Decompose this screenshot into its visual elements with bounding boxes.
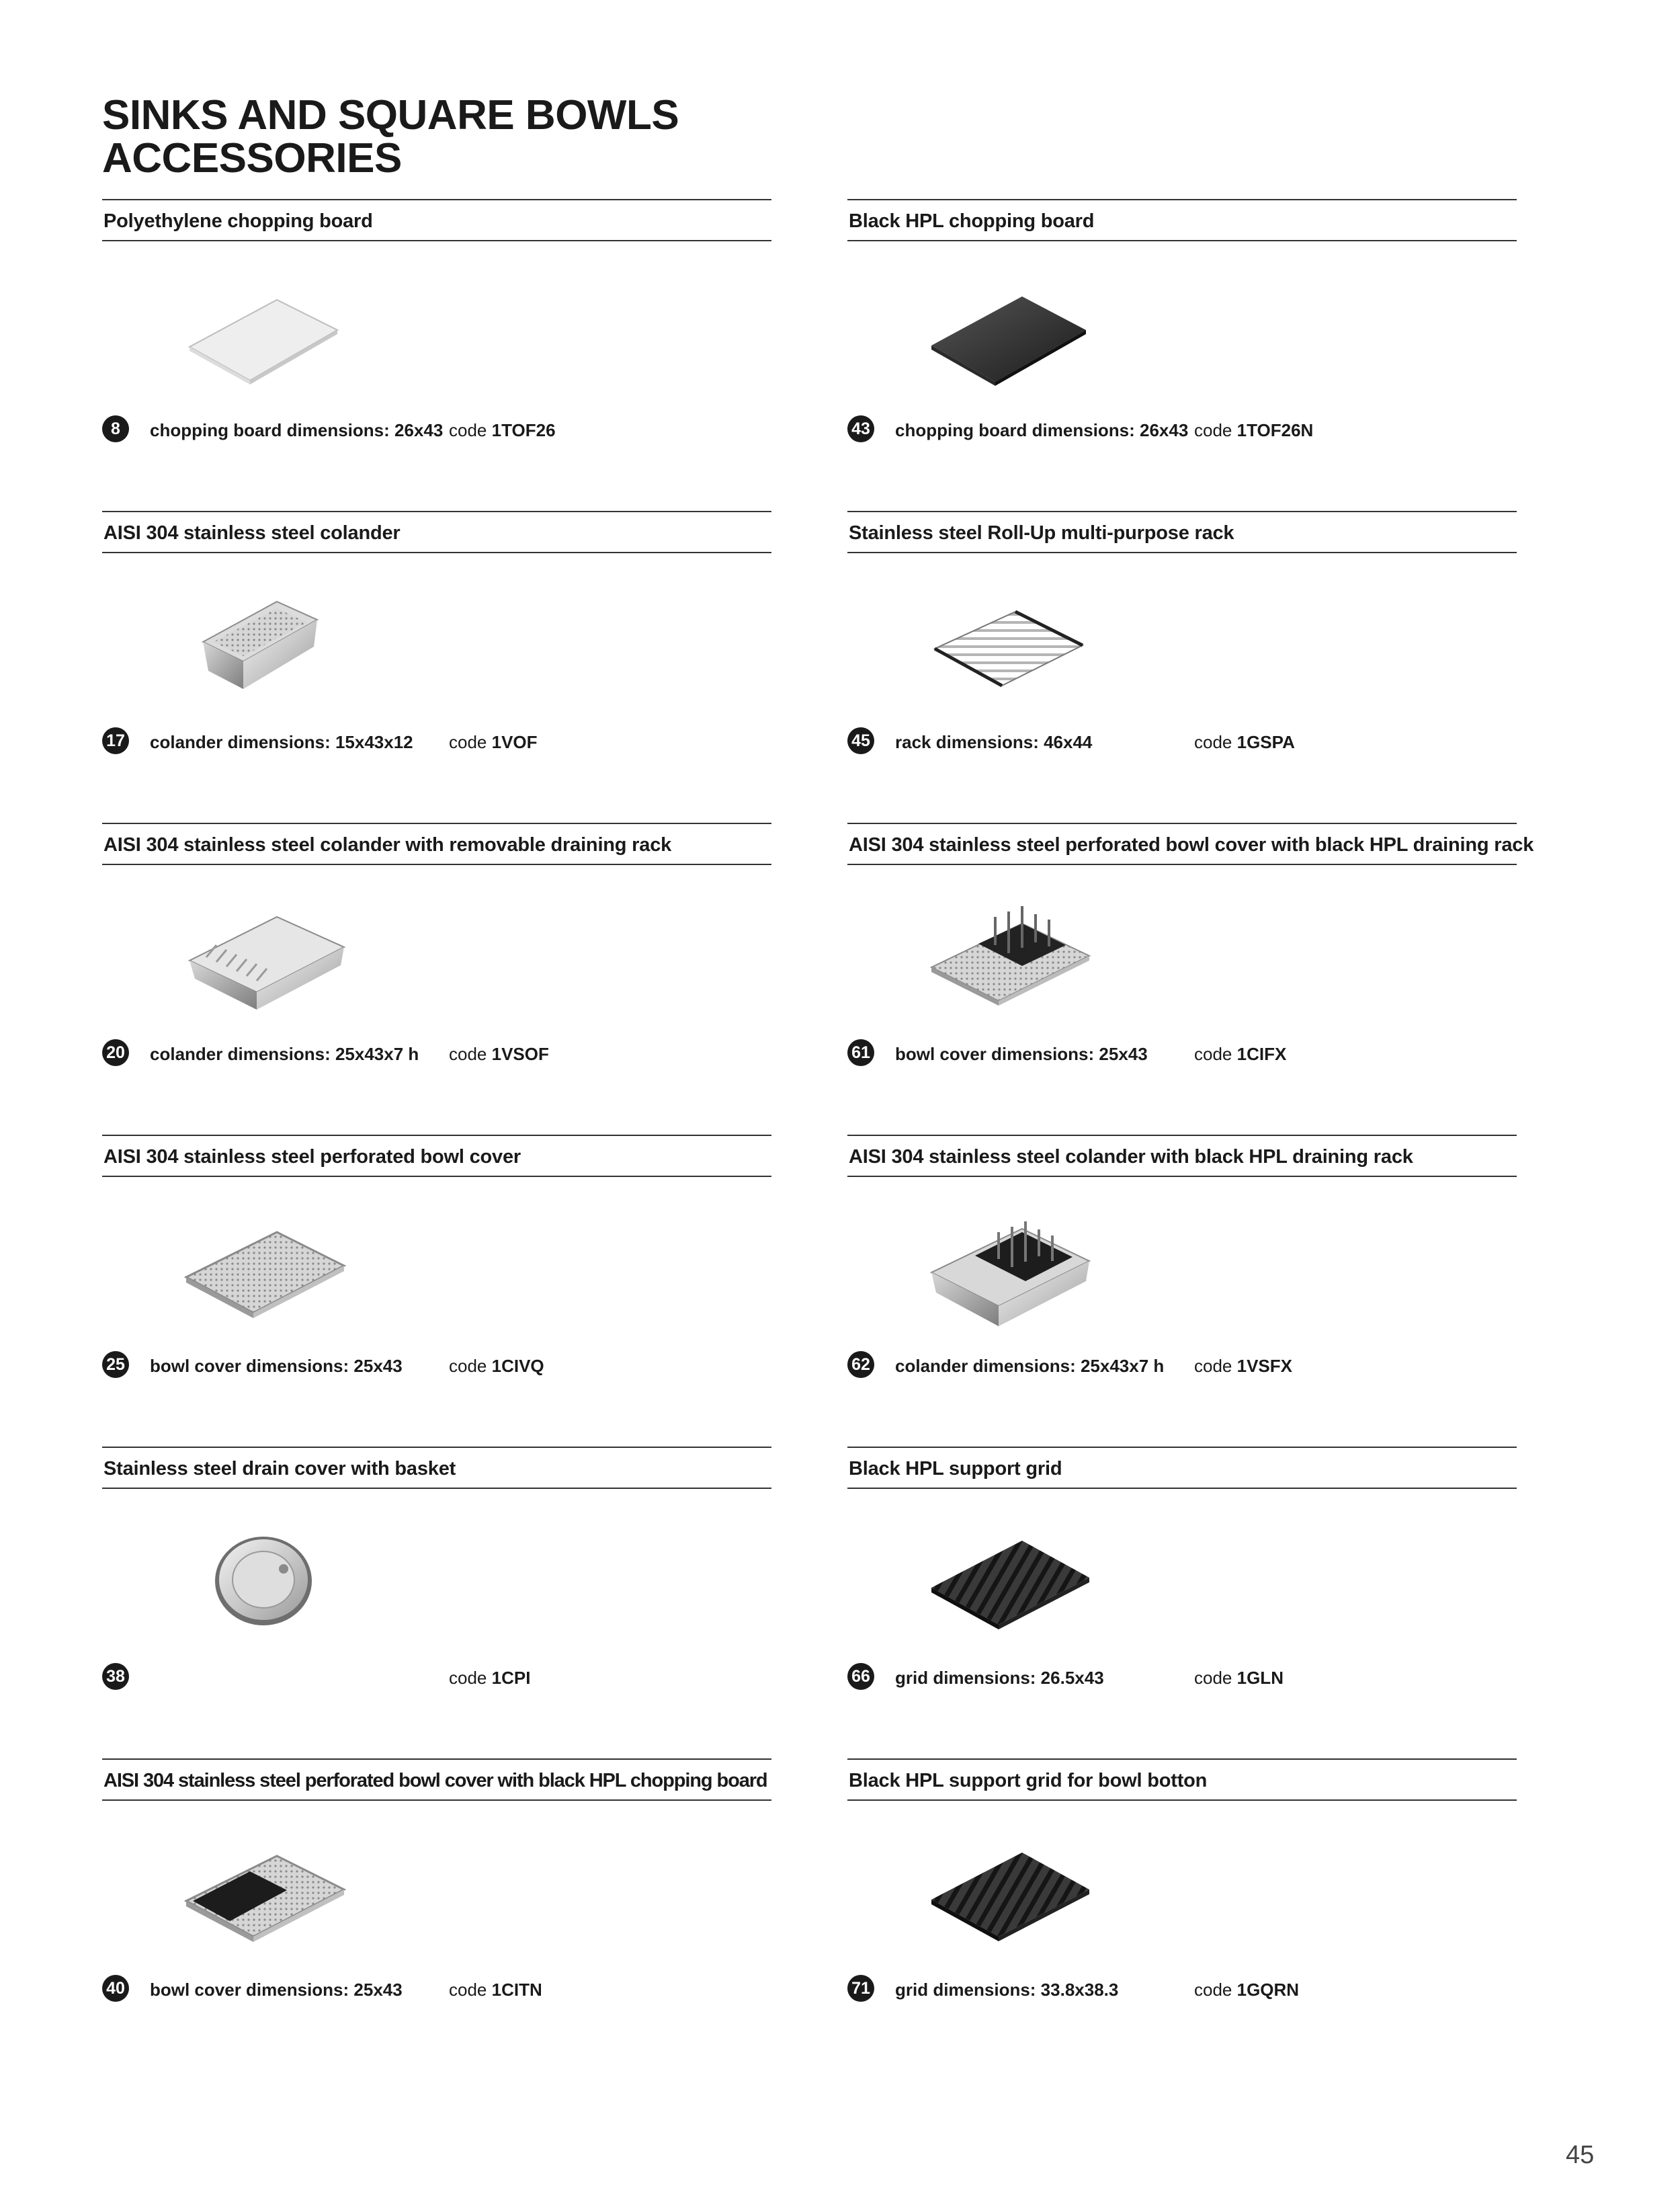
code-label: code <box>1194 420 1232 440</box>
product-code <box>449 1356 544 1377</box>
code-label: code <box>449 732 487 752</box>
product-code <box>1194 1044 1286 1065</box>
product-code <box>449 732 538 753</box>
bowl-cover-with-rack-image <box>921 890 1096 1018</box>
product-name: Polyethylene chopping board <box>103 210 373 232</box>
product-card <box>102 1758 771 2070</box>
reference-number-badge: 61 <box>847 1039 874 1066</box>
code-value: 1VSFX <box>1236 1356 1292 1376</box>
reference-number-badge: 40 <box>102 1975 129 2002</box>
product-dimensions: colander dimensions: 25x43x7 h <box>150 1044 419 1064</box>
product-dimensions: grid dimensions: 26.5x43 <box>895 1668 1104 1688</box>
code-value: 1CIVQ <box>491 1356 544 1376</box>
white-chopping-board-image <box>176 266 351 394</box>
reference-number-badge: 20 <box>102 1039 129 1066</box>
reference-number-badge: 71 <box>847 1975 874 2002</box>
product-header <box>102 511 771 553</box>
code-value: 1GQRN <box>1236 1980 1300 2000</box>
code-value: 1CPI <box>491 1668 531 1688</box>
product-code <box>449 420 556 441</box>
bowl-bottom-grid-image <box>921 1826 1096 1953</box>
code-value: 1VSOF <box>491 1044 549 1064</box>
code-label: code <box>1194 1356 1232 1376</box>
reference-number-badge: 25 <box>102 1351 129 1378</box>
drain-cover-image <box>176 1514 351 1641</box>
code-label: code <box>1194 1044 1232 1064</box>
reference-number-badge: 45 <box>847 727 874 754</box>
code-value: 1GSPA <box>1236 732 1295 752</box>
product-card <box>102 1135 771 1446</box>
code-value: 1CITN <box>491 1980 542 2000</box>
product-header <box>102 823 771 865</box>
product-header <box>102 1758 771 1801</box>
product-name: AISI 304 stainless steel colander <box>103 522 401 544</box>
product-header <box>847 1135 1517 1177</box>
product-name: AISI 304 stainless steel colander with black HPL draining rack <box>849 1146 1413 1168</box>
product-dimensions: colander dimensions: 25x43x7 h <box>895 1356 1165 1376</box>
product-dimensions: chopping board dimensions: 26x43 <box>895 420 1189 440</box>
product-card <box>102 1447 771 1758</box>
roll-up-rack-image <box>921 578 1096 706</box>
product-card <box>847 1447 1517 1758</box>
page-title-line-2: ACCESSORIES <box>102 135 402 181</box>
product-card <box>847 511 1517 822</box>
product-name: AISI 304 stainless steel perforated bowl cover <box>103 1146 521 1168</box>
reference-number-badge: 43 <box>847 415 874 442</box>
product-card <box>847 823 1534 1134</box>
product-header <box>847 1447 1517 1489</box>
product-dimensions: bowl cover dimensions: 25x43 <box>150 1980 403 2000</box>
product-dimensions: chopping board dimensions: 26x43 <box>150 420 444 440</box>
product-name: Black HPL support grid for bowl botton <box>849 1770 1208 1791</box>
product-code <box>449 1980 542 2000</box>
product-name: AISI 304 stainless steel perforated bowl cover with black HPL chopping board <box>103 1770 767 1791</box>
code-label: code <box>449 420 487 440</box>
code-label: code <box>449 1668 487 1688</box>
product-code <box>1194 1356 1292 1377</box>
reference-number-badge: 8 <box>102 415 129 442</box>
product-header <box>102 1135 771 1177</box>
code-label: code <box>1194 732 1232 752</box>
code-label: code <box>449 1044 487 1064</box>
product-header <box>847 823 1534 865</box>
colander-with-black-rack-image <box>921 1202 1096 1330</box>
product-header <box>847 1758 1517 1801</box>
product-code <box>1194 420 1313 441</box>
product-header <box>102 199 771 241</box>
product-card <box>847 1135 1517 1446</box>
perforated-bowl-cover-image <box>176 1202 351 1330</box>
product-dimensions: colander dimensions: 15x43x12 <box>150 732 413 752</box>
page-number: 45 <box>1566 2141 1595 2169</box>
product-code <box>1194 1980 1299 2000</box>
colander-with-rack-image <box>176 890 351 1018</box>
product-code <box>1194 732 1295 753</box>
code-label: code <box>449 1356 487 1376</box>
code-value: 1TOF26 <box>491 420 556 440</box>
code-value: 1CIFX <box>1236 1044 1287 1064</box>
product-dimensions: grid dimensions: 33.8x38.3 <box>895 1980 1119 2000</box>
product-dimensions: bowl cover dimensions: 25x43 <box>150 1356 403 1376</box>
reference-number-badge: 66 <box>847 1663 874 1690</box>
page-title <box>102 94 679 180</box>
bowl-cover-with-board-image <box>176 1826 351 1953</box>
reference-number-badge: 17 <box>102 727 129 754</box>
product-card <box>102 511 771 822</box>
product-card <box>102 199 771 510</box>
page-title-line-1: SINKS AND SQUARE BOWLS <box>102 92 679 138</box>
reference-number-badge: 38 <box>102 1663 129 1690</box>
product-card <box>847 1758 1517 2070</box>
product-header <box>847 199 1517 241</box>
product-name: AISI 304 stainless steel colander with removable draining rack <box>103 834 672 856</box>
code-value: 1GLN <box>1236 1668 1284 1688</box>
black-chopping-board-image <box>921 266 1096 394</box>
product-header <box>102 1447 771 1489</box>
code-label: code <box>1194 1980 1232 2000</box>
code-label: code <box>1194 1668 1232 1688</box>
black-support-grid-image <box>921 1514 1096 1641</box>
reference-number-badge: 62 <box>847 1351 874 1378</box>
product-code <box>1194 1668 1284 1689</box>
product-header <box>847 511 1517 553</box>
product-dimensions: rack dimensions: 46x44 <box>895 732 1093 752</box>
code-value: 1TOF26N <box>1236 420 1314 440</box>
product-code <box>449 1044 549 1065</box>
product-code <box>449 1668 530 1689</box>
product-name: Black HPL support grid <box>849 1458 1062 1479</box>
product-name: Black HPL chopping board <box>849 210 1095 232</box>
product-dimensions: bowl cover dimensions: 25x43 <box>895 1044 1148 1064</box>
product-card <box>102 823 771 1134</box>
product-name: Stainless steel drain cover with basket <box>103 1458 456 1479</box>
product-name: AISI 304 stainless steel perforated bowl cover with black HPL draining rack <box>849 834 1534 856</box>
steel-colander-image <box>176 578 351 706</box>
product-card <box>847 199 1517 510</box>
product-name: Stainless steel Roll-Up multi-purpose rack <box>849 522 1234 544</box>
code-label: code <box>449 1980 487 2000</box>
code-value: 1VOF <box>491 732 538 752</box>
